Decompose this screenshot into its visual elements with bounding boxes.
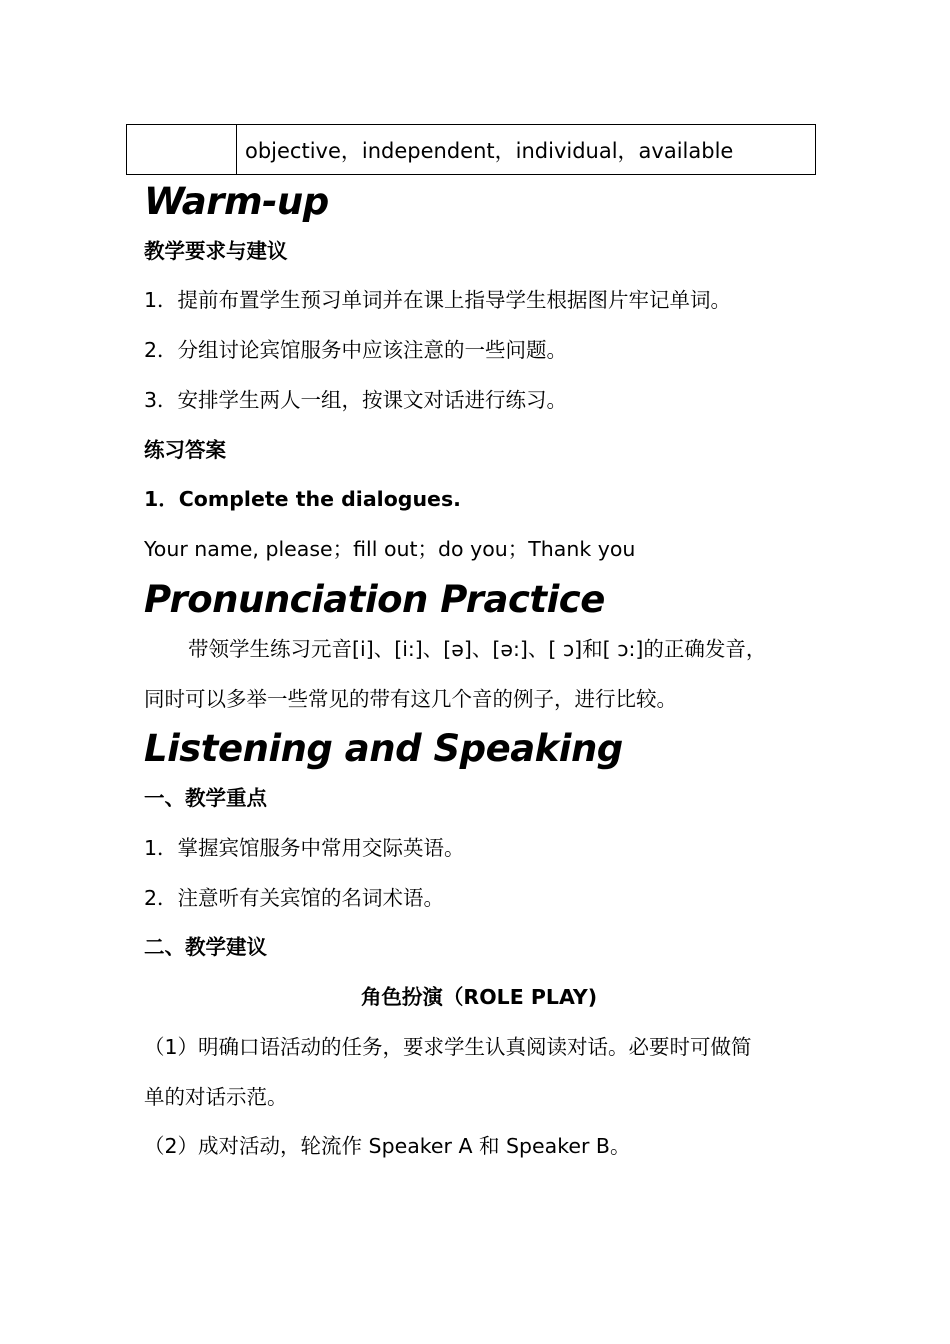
exercise-title: 1．Complete the dialogues. [144, 487, 461, 511]
list-item: 1．掌握宾馆服务中常用交际英语。 [144, 836, 465, 860]
warmup-heading: Warm-up [144, 180, 329, 223]
exercise-answer: Your name, please；fill out；do you；Thank you [144, 537, 636, 561]
requirements-heading: 教学要求与建议 [144, 239, 288, 263]
step2: （2）成对活动，轮流作 Speaker A 和 Speaker B。 [144, 1134, 631, 1158]
step1-line1: （1）明确口语活动的任务，要求学生认真阅读对话。必要时可做简 [144, 1035, 752, 1059]
vocabulary-table [126, 124, 816, 175]
table-cell-words: objective，independent，individual，available [237, 125, 816, 175]
table-row [127, 125, 816, 175]
list-item: 1．提前布置学生预习单词并在课上指导学生根据图片牢记单词。 [144, 288, 732, 312]
pronunciation-paragraph-line2: 同时可以多举一些常见的带有这几个音的例子，进行比较。 [144, 687, 677, 711]
roleplay-title: 角色扮演（ROLE PLAY) [360, 985, 598, 1009]
pronunciation-heading: Pronunciation Practice [144, 578, 605, 621]
list-item: 2．分组讨论宾馆服务中应该注意的一些问题。 [144, 338, 568, 362]
focus-heading: 一、教学重点 [144, 786, 267, 810]
step1-line2: 单的对话示范。 [144, 1085, 288, 1109]
answers-heading: 练习答案 [144, 438, 226, 462]
pronunciation-paragraph-line1: 带领学生练习元音[i]、[i:]、[ə]、[ə:]、[ ɔ]和[ ɔ:]的正确发音， [188, 637, 767, 661]
advice-heading: 二、教学建议 [144, 935, 267, 959]
table-cell-left [127, 125, 237, 175]
listening-heading: Listening and Speaking [144, 727, 623, 770]
list-item: 3．安排学生两人一组，按课文对话进行练习。 [144, 388, 568, 412]
list-item: 2．注意听有关宾馆的名词术语。 [144, 886, 445, 910]
